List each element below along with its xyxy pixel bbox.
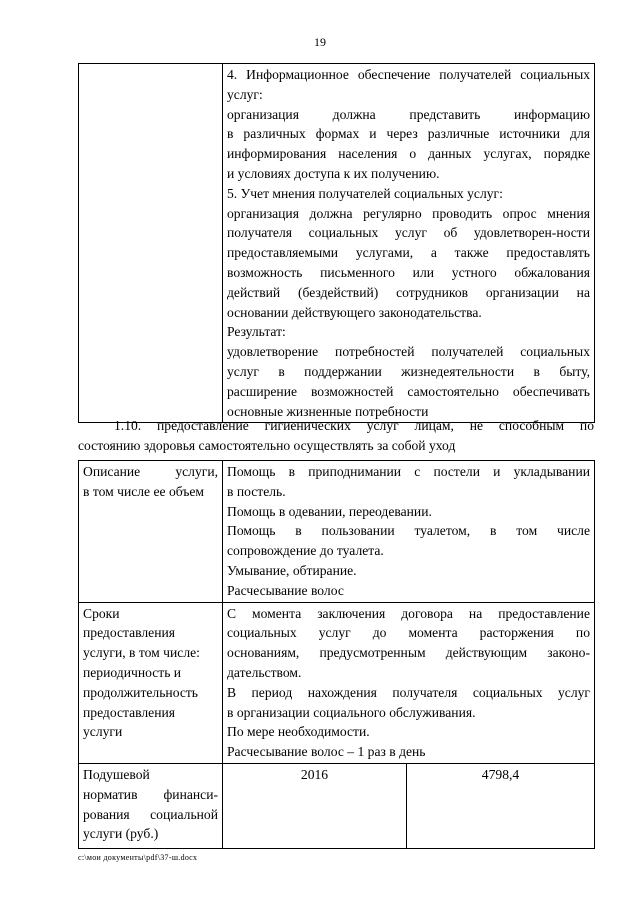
- text-line: услуг:: [227, 86, 263, 102]
- text-line: продолжительность: [83, 684, 199, 700]
- text-line: сопровождение до туалета.: [227, 543, 384, 559]
- line-list: [83, 462, 218, 502]
- text-line: Подушевой: [83, 766, 150, 782]
- text-line: расширение возможностей самостоятельно обеспечивать: [227, 383, 590, 399]
- text-line: в организации социального обслуживания.: [227, 704, 476, 720]
- text-line: организация должна регулярно проводить опрос мнения: [227, 205, 590, 221]
- norm-row: [79, 763, 595, 848]
- line-list: [227, 65, 590, 421]
- service-heading-line-2: состоянию здоровья самостоятельно осуществлять за собой уход: [78, 437, 456, 453]
- description-label-cell: [79, 461, 223, 603]
- line-list: [227, 462, 590, 601]
- text-line: Расчесывание волос – 1 раз в день: [227, 744, 426, 760]
- text-line: действий (бездействий) сотрудников организации на: [227, 284, 590, 300]
- text-line: социальных услуг до момента расторжения по: [227, 625, 590, 641]
- service-heading: [78, 416, 594, 456]
- text-line: получателя социальных услуг об удовлетворен-ности: [227, 225, 590, 241]
- line-list: [227, 604, 590, 762]
- text-line: основные жизненные потребности: [227, 403, 429, 419]
- text-line: 4. Информационное обеспечение получателей социальных: [227, 67, 590, 82]
- continuation-row: [79, 64, 595, 423]
- description-row: [79, 461, 595, 603]
- text-line: 5. Учет мнения получателей социальных услуг:: [227, 185, 503, 201]
- text-line: удовлетворение потребностей получателей социальных: [227, 344, 590, 360]
- text-line: рования социальной: [83, 806, 218, 822]
- text-line: предоставления: [83, 704, 176, 720]
- text-line: предоставления: [83, 625, 176, 641]
- terms-row: [79, 602, 595, 763]
- line-list: [83, 604, 218, 743]
- text-line: дательством.: [227, 664, 302, 680]
- text-line: Помощь в приподнимании с постели и укладывании: [227, 464, 590, 479]
- standards-text-cell: [223, 64, 595, 423]
- text-line: По мере необходимости.: [227, 724, 370, 740]
- norm-label-cell: [79, 763, 223, 848]
- text-line: Расчесывание волос: [227, 582, 344, 598]
- page-number: 19: [314, 35, 326, 49]
- text-line: в том числе ее объем: [83, 483, 204, 499]
- text-line: В период нахождения получателя социальных услуг: [227, 684, 590, 700]
- text-line: Результат:: [227, 324, 286, 340]
- description-value-cell: [223, 461, 595, 603]
- text-line: организация должна представить информацию: [227, 106, 590, 122]
- continuation-table: [78, 63, 595, 423]
- text-line: информирования населения о данных услугах, порядке: [227, 146, 590, 162]
- text-line: услуги (руб.): [83, 826, 159, 842]
- service-table: [78, 460, 595, 849]
- text-line: предоставляемыми услугами, а также предоставлять: [227, 245, 590, 261]
- text-line: Помощь в пользовании туалетом, в том числе: [227, 523, 590, 539]
- text-line: основаниям, предусмотренным действующим законо-: [227, 645, 590, 661]
- text-line: норматив финанси-: [83, 786, 218, 802]
- text-line: основании действующего законодательства.: [227, 304, 482, 320]
- text-line: Сроки: [83, 605, 120, 621]
- text-line: возможность письменного или устного обжалования: [227, 264, 590, 280]
- text-line: периодичность и: [83, 664, 182, 680]
- text-line: Умывание, обтирание.: [227, 562, 357, 578]
- text-line: услуги, в том числе:: [83, 645, 200, 661]
- text-line: Помощь в одевании, переодевании.: [227, 503, 432, 519]
- norm-value-cell: 4798,4: [407, 763, 595, 848]
- text-line: в постель.: [227, 483, 286, 499]
- text-line: и условиях доступа к их получению.: [227, 165, 440, 181]
- terms-label-cell: [79, 602, 223, 763]
- norm-year-cell: 2016: [223, 763, 407, 848]
- footer-file-path: c:\мои документы\pdf\37-ш.docx: [78, 853, 198, 862]
- text-line: услуги: [83, 724, 123, 740]
- text-line: С момента заключения договора на предоставление: [227, 605, 590, 621]
- empty-label-cell: [79, 64, 223, 423]
- text-line: в различных формах и через различные источники для: [227, 126, 590, 142]
- text-line: услуг в поддержании жизнедеятельности в быту,: [227, 363, 590, 379]
- terms-value-cell: [223, 602, 595, 763]
- line-list: [83, 765, 218, 844]
- service-heading-line-1: 1.10. предоставление гигиенических услуг лицам, не способным по: [114, 418, 594, 433]
- text-line: Описание услуги,: [83, 464, 218, 479]
